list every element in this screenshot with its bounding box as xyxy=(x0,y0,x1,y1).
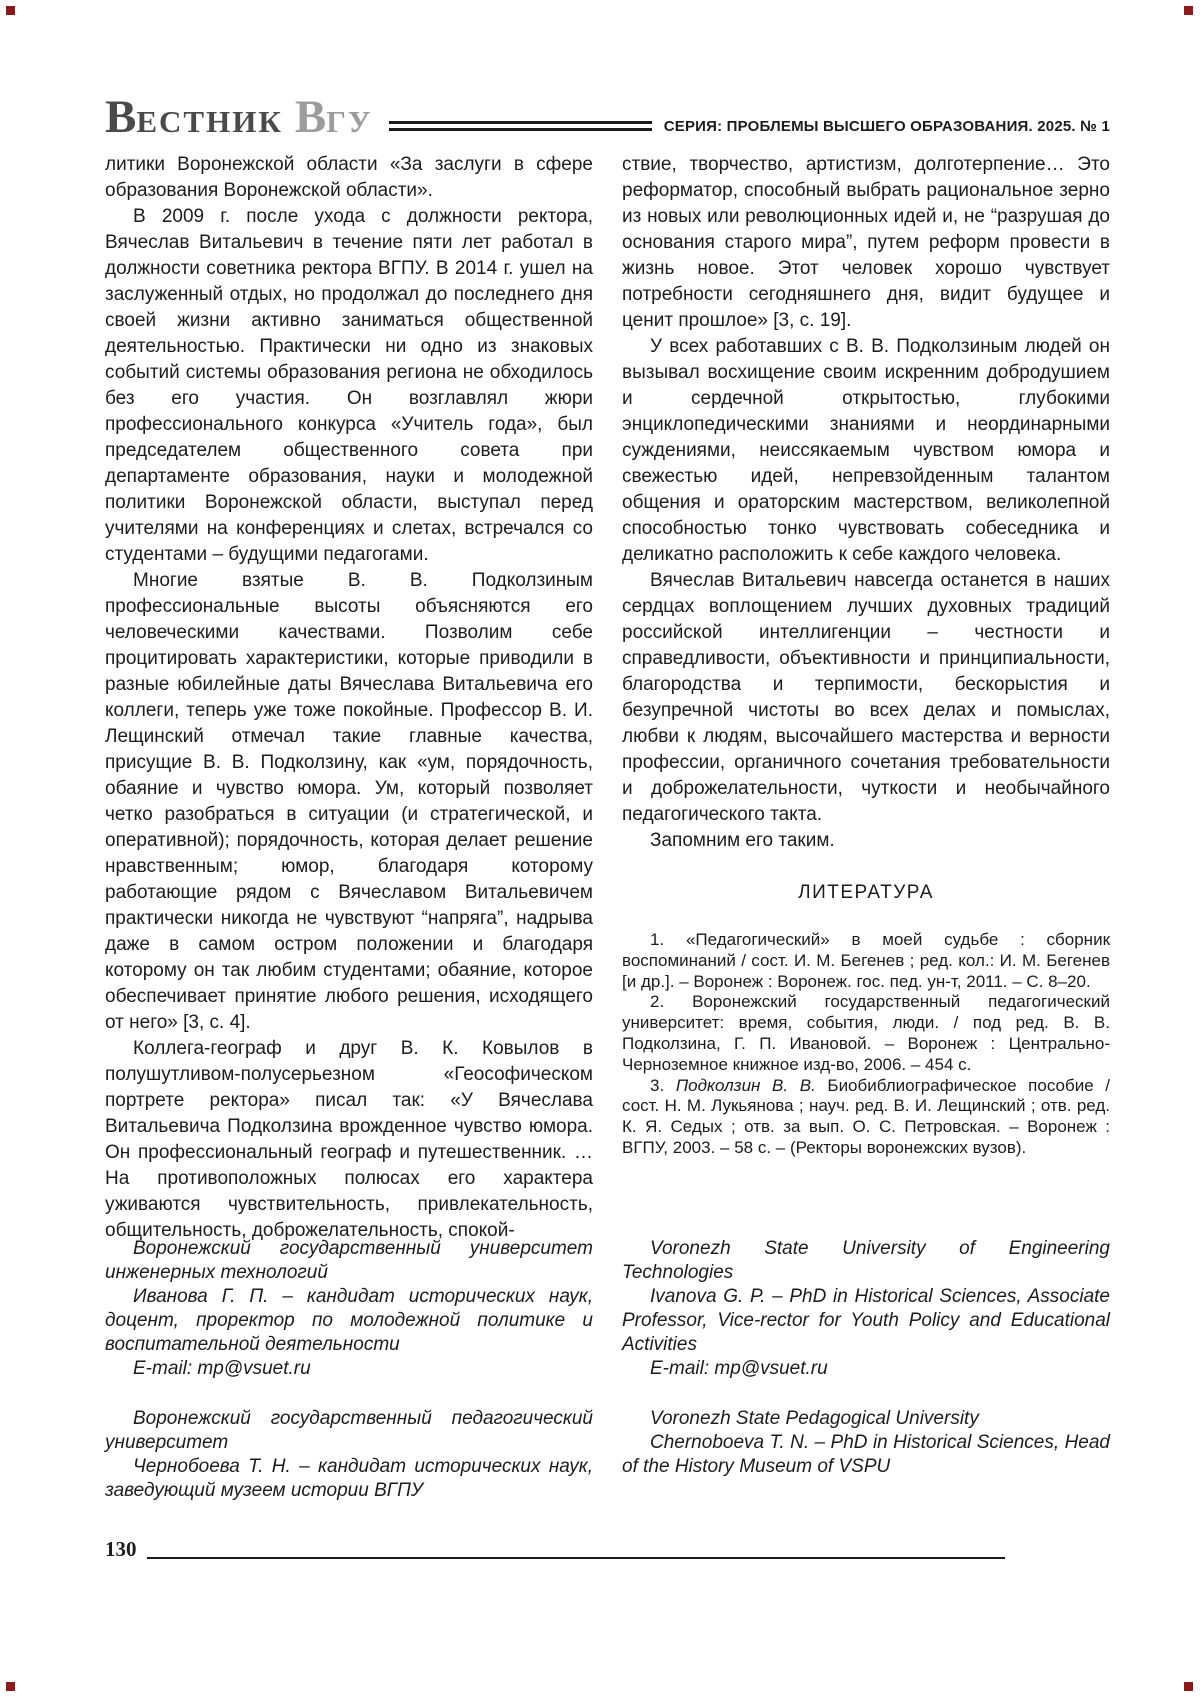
reference-number: 2. xyxy=(650,992,693,1012)
reference-number: 1. xyxy=(650,930,686,949)
header-divider xyxy=(389,121,652,131)
person: Иванова Г. П. – кандидат исторических наук, доцент, проректор по молодежной политике и воспитательной деятельности xyxy=(105,1286,593,1355)
paragraph: литики Воронежской области «За заслуги в сфере образования Воронежской области». xyxy=(105,154,593,201)
affiliation-en-2 xyxy=(622,1407,1110,1503)
person: Ivanova G. P. – PhD in Historical Sciences, Associate Professor, Vice-rector for Youth Policy and Educational Activities xyxy=(622,1286,1110,1355)
paragraph: Коллега-географ и друг В. К. Ковылов в полушутливом-полусерьезном «Геософическом портрете ректора» писал так: «У Вячеслава Витальевича Подколзина врожденное чувство юмора. Он профессиональный географ и путешественник. …На противоположных полюсах его характера уживаются чувствительность, привлекательность, общительность, доброжелательность, спокой- xyxy=(105,1038,593,1241)
reference-item xyxy=(622,930,1110,992)
reference-author: Подколзин В. В. xyxy=(675,1075,828,1095)
reference-text: Воронежский государственный педагогический университет: время, события, люди. / под ред. В. В. Подколзина, Г. П. Ивановой. – Воронеж : Центрально-Черноземное книжное изд-во, 2006. – 454 с. xyxy=(622,992,1110,1074)
paragraph: В 2009 г. после ухода с должности ректора, Вячеслав Витальевич в течение пяти лет работал в должности советника ректора ВГПУ. В 2014 г. ушел на заслуженный отдых, но продолжал до последнего дня своей жизни активно заниматься общественной деятельностью. Практически ни одно из знаковых событий системы образования региона не обходилось без его участия. Он возглавлял жюри профессионального конкурса «Учитель года», был председателем общественного совета при департаменте образования, науки и молодежной политики Воронежской области, выступал перед учителями на конференциях и слетах, встречался со студентами – будущими педагогами. xyxy=(105,206,593,565)
logo-word-vgu: ВГУ xyxy=(294,91,373,143)
paragraph: ствие, творчество, артистизм, долготерпение… Это реформатор, способный выбрать рациональное зерно из новых или революционных идей и, не “разрушая до основания старого мира”, путем реформ провести в жизнь новое. Этот человек хорошо чувствует потребности сегодняшнего дня, видит будущее и ценит прошлое» [3, с. 19]. xyxy=(622,154,1110,331)
person: Чернобоева Т. Н. – кандидат исторических наук, заведующий музеем истории ВГПУ xyxy=(105,1456,593,1501)
affiliation-ru-2 xyxy=(105,1407,593,1503)
corner-mark-icon xyxy=(1184,1682,1193,1691)
institution: Voronezh State Pedagogical University xyxy=(650,1408,979,1429)
corner-mark-icon xyxy=(1184,6,1193,15)
email: E-mail: mp@vsuet.ru xyxy=(650,1358,828,1379)
paragraph: Вячеслав Витальевич навсегда останется в наших сердцах воплощением лучших духовных традиций российской интеллигенции – честности и справедливости, объективности и принципиальности, благородства и терпимости, бескорыстия и безупречной чистоты во всех делах и помыслах, любви к людям, высочайшего мастерства и верности профессии, органичного сочетания требовательности и доброжелательности, чуткости и необычайного педагогического такта. xyxy=(622,570,1110,825)
literature-heading: ЛИТЕРАТУРА xyxy=(798,882,934,903)
institution: Воронежский государственный университет инженерных технологий xyxy=(105,1238,593,1283)
left-column xyxy=(105,152,593,1244)
person: Chernoboeva T. N. – PhD in Historical Sciences, Head of the History Museum of VSPU xyxy=(622,1432,1110,1477)
footer-rule xyxy=(147,1557,1006,1559)
paragraph: Запомним его таким. xyxy=(650,830,835,851)
reference-item xyxy=(622,992,1110,1075)
affiliation-row-1 xyxy=(105,1237,1110,1381)
page-footer xyxy=(105,1538,1005,1560)
affiliation-en-1 xyxy=(622,1237,1110,1381)
page-number: 130 xyxy=(105,1537,137,1561)
journal-logo xyxy=(105,91,373,143)
corner-mark-icon xyxy=(6,6,15,15)
right-column xyxy=(622,152,1110,1244)
reference-item xyxy=(622,1076,1110,1159)
journal-header xyxy=(105,91,1110,143)
reference-text: Биобиблиографическое пособие / сост. Н. М. Лукьянова ; науч. ред. В. И. Лещинский ; отв. ред. К. Я. Седых ; отв. за вып. О. С. Петровская. – Воронеж : ВГПУ, 2003. – 58 с. – (Ректоры воронежских вузов). xyxy=(622,1075,1111,1157)
email: E-mail: mp@vsuet.ru xyxy=(133,1358,311,1379)
article-body xyxy=(105,152,1110,1244)
logo-word-vestnik: ВЕСТНИК xyxy=(105,91,283,143)
corner-mark-icon xyxy=(6,1682,15,1691)
affiliation-ru-1 xyxy=(105,1237,593,1381)
reference-list xyxy=(622,930,1110,1159)
paragraph: Многие взятые В. В. Подколзиным профессиональные высоты объясняются его человеческими качествами. Позволим себе процитировать характеристики, которые приводили в разные юбилейные даты Вячеслава Витальевича его коллеги, теперь уже тоже покойные. Профессор В. И. Лещинский отмечал такие главные качества, присущие В. В. Подколзину, как «ум, порядочность, обаяние и чувство юмора. Ум, который позволяет четко разобраться в ситуации (и стратегической, и оперативной); порядочность, которая делает решение нравственным; юмор, благодаря которому работающие рядом с Вячеславом Витальевичем практически никогда не чувствуют “напряга”, надрыва даже в самом остром положении и благодаря которому он так любим студентами; обаяние, которое обеспечивает принятие любого решения, исходящего от него» [3, с. 4]. xyxy=(105,570,593,1033)
affiliations xyxy=(105,1237,1110,1503)
affiliation-row-2 xyxy=(105,1407,1110,1503)
paragraph: У всех работавших с В. В. Подколзиным людей он вызывал восхищение своим искренним добродушием и сердечной открытостью, глубокими энциклопедическими знаниями и неординарными суждениями, неиссякаемым чувством юмора и свежестью идей, непревзойденным талантом общения и ораторским мастерством, великолепной способностью тонко чувствовать собеседника и деликатно расположить к себе каждого человека. xyxy=(622,336,1110,565)
series-title: СЕРИЯ: ПРОБЛЕМЫ ВЫСШЕГО ОБРАЗОВАНИЯ. 2025. № 1 xyxy=(663,118,1110,136)
reference-text: «Педагогический» в моей судьбе : сборник воспоминаний / сост. И. М. Бегенев ; ред. кол.: И. М. Бегенев [и др.]. – Воронеж : Воронеж. гос. пед. ун-т, 2011. – С. 8–20. xyxy=(622,930,1111,991)
institution: Воронежский государственный педагогический университет xyxy=(105,1408,593,1453)
institution: Voronezh State University of Engineering Technologies xyxy=(622,1238,1110,1283)
reference-number: 3. xyxy=(650,1075,676,1095)
